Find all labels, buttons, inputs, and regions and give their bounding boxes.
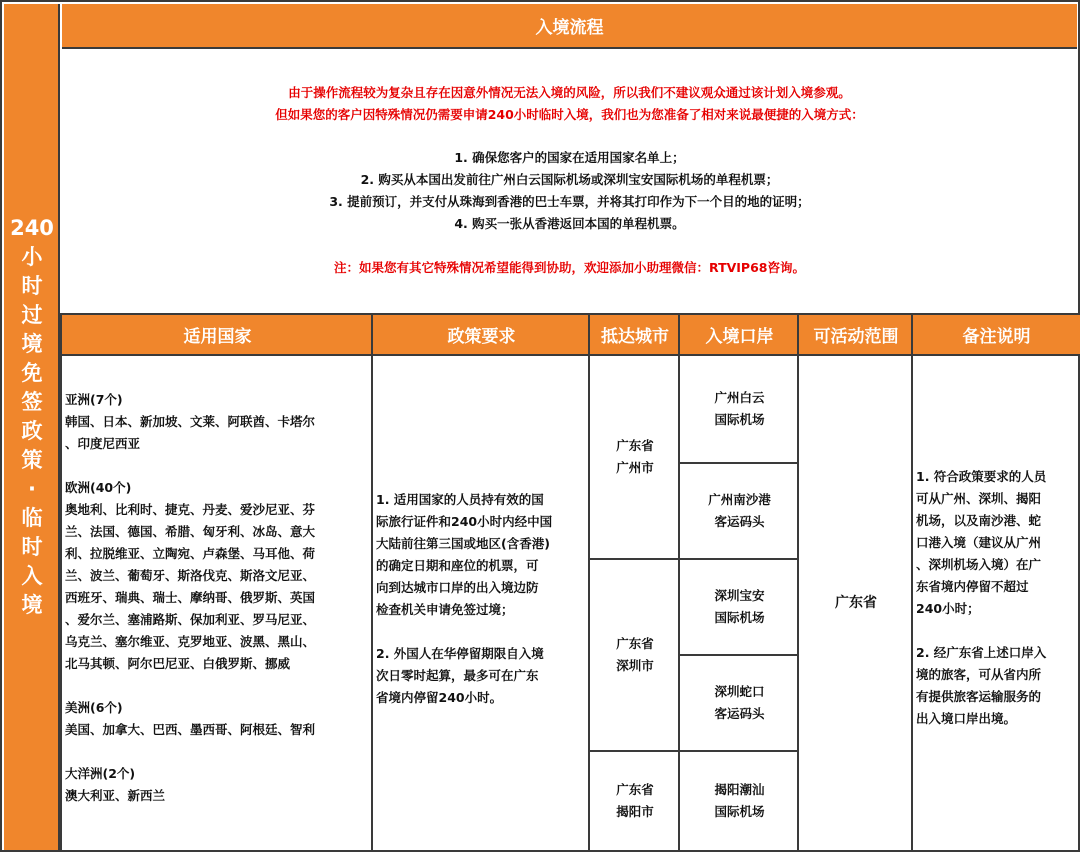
port-chaoshan: 揭阳潮汕 国际机场 (714, 782, 765, 819)
remarks-column (911, 356, 1080, 850)
remark-item-2: 2. 经广东省上述口岸入 境的旅客，可从省内所 有提供旅客运输服务的 出入境口岸出境。 (916, 645, 1047, 726)
port-baiyun: 广州白云 国际机场 (714, 390, 765, 427)
risk-warning: 由于操作流程较为复杂且存在因意外情况无法入境的风险，所以我们不建议观众通过该计划入境参观。 但如果您的客户因特殊情况仍需要申请240小时临时入境，我们也为您准备了相对来说最便捷的入境方式： (275, 85, 864, 122)
notice-block (62, 49, 1077, 313)
wechat-note: 注：如果您有其它特殊情况希望能得到协助，欢迎添加小助理微信：RTVIP68咨询。 (334, 260, 805, 275)
side-title: 240 小 时 过 境 免 签 政 策 · 临 时 入 境 (10, 216, 54, 617)
city-shenzhen: 广东省 深圳市 (616, 636, 654, 673)
scope-column (797, 356, 913, 850)
scope-value: 广东省 (835, 595, 877, 611)
col-header-port: 入境口岸 (678, 313, 799, 356)
port-baoan: 深圳宝安 国际机场 (714, 588, 765, 625)
region-americas: 美洲(6个) 美国、加拿大、巴西、墨西哥、阿根廷、智利 (65, 700, 316, 737)
port-column (678, 356, 799, 850)
col-header-policy: 政策要求 (371, 313, 590, 356)
city-column (588, 356, 680, 850)
step-item: 3. 提前预订，并支付从珠海到香港的巴士车票，并将其打印作为下一个目的地的证明； (329, 194, 810, 209)
side-title-bar (4, 4, 60, 850)
region-oceania: 大洋洲(2个) 澳大利亚、新西兰 (65, 766, 166, 803)
remark-item-1: 1. 符合政策要求的人员 可从广州、深圳、揭阳 机场，以及南沙港、蛇 口港入境（建议从广州 、深圳机场入境）在广 东省境内停留不超过 240小时； (916, 469, 1047, 616)
step-item: 4. 购买一张从香港返回本国的单程机票。 (454, 216, 685, 231)
port-shekou: 深圳蛇口 客运码头 (714, 684, 765, 721)
col-header-scope: 可活动范围 (797, 313, 913, 356)
policy-item-2: 2. 外国人在华停留期限自入境 次日零时起算，最多可在广东 省境内停留240小时。 (376, 646, 544, 705)
step-item: 1. 确保您客户的国家在适用国家名单上； (454, 150, 685, 165)
entry-steps (62, 147, 1077, 235)
region-asia: 亚洲(7个) 韩国、日本、新加坡、文莱、阿联酋、卡塔尔 、印度尼西亚 (65, 392, 316, 451)
step-item: 2. 购买从本国出发前往广州白云国际机场或深圳宝安国际机场的单程机票； (360, 172, 779, 187)
countries-column (60, 356, 373, 850)
col-header-city: 抵达城市 (588, 313, 680, 356)
section-title: 入境流程 (62, 4, 1077, 49)
policy-column (371, 356, 590, 850)
col-header-countries: 适用国家 (60, 313, 373, 356)
city-jieyang: 广东省 揭阳市 (616, 782, 654, 819)
region-europe: 欧洲(40个) 奥地利、比利时、捷克、丹麦、爱沙尼亚、芬 兰、法国、德国、希腊、匈牙利、冰岛、意大 利、拉脱维亚、立陶宛、卢森堡、马耳他、荷 兰、波兰、葡萄牙、斯洛伐克、斯洛文尼亚、 西班牙、瑞典、瑞士、摩纳哥、俄罗斯、英国 、爱尔兰、塞浦路斯、保加利亚、罗马尼亚、 乌克兰、塞尔维亚、克罗地亚、波黑、黑山、 北马其顿、阿尔巴尼亚、白俄罗斯、挪威 (65, 480, 316, 671)
port-nansha: 广州南沙港 客运码头 (708, 492, 771, 529)
policy-item-1: 1. 适用国家的人员持有效的国 际旅行证件和240小时内经中国 大陆前往第三国或地区(含香港) 的确定日期和座位的机票，可 向到达城市口岸的出入境边防 检查机关申请免签过境； (376, 492, 553, 617)
city-guangzhou: 广东省 广州市 (616, 438, 654, 475)
col-header-remarks: 备注说明 (911, 313, 1080, 356)
